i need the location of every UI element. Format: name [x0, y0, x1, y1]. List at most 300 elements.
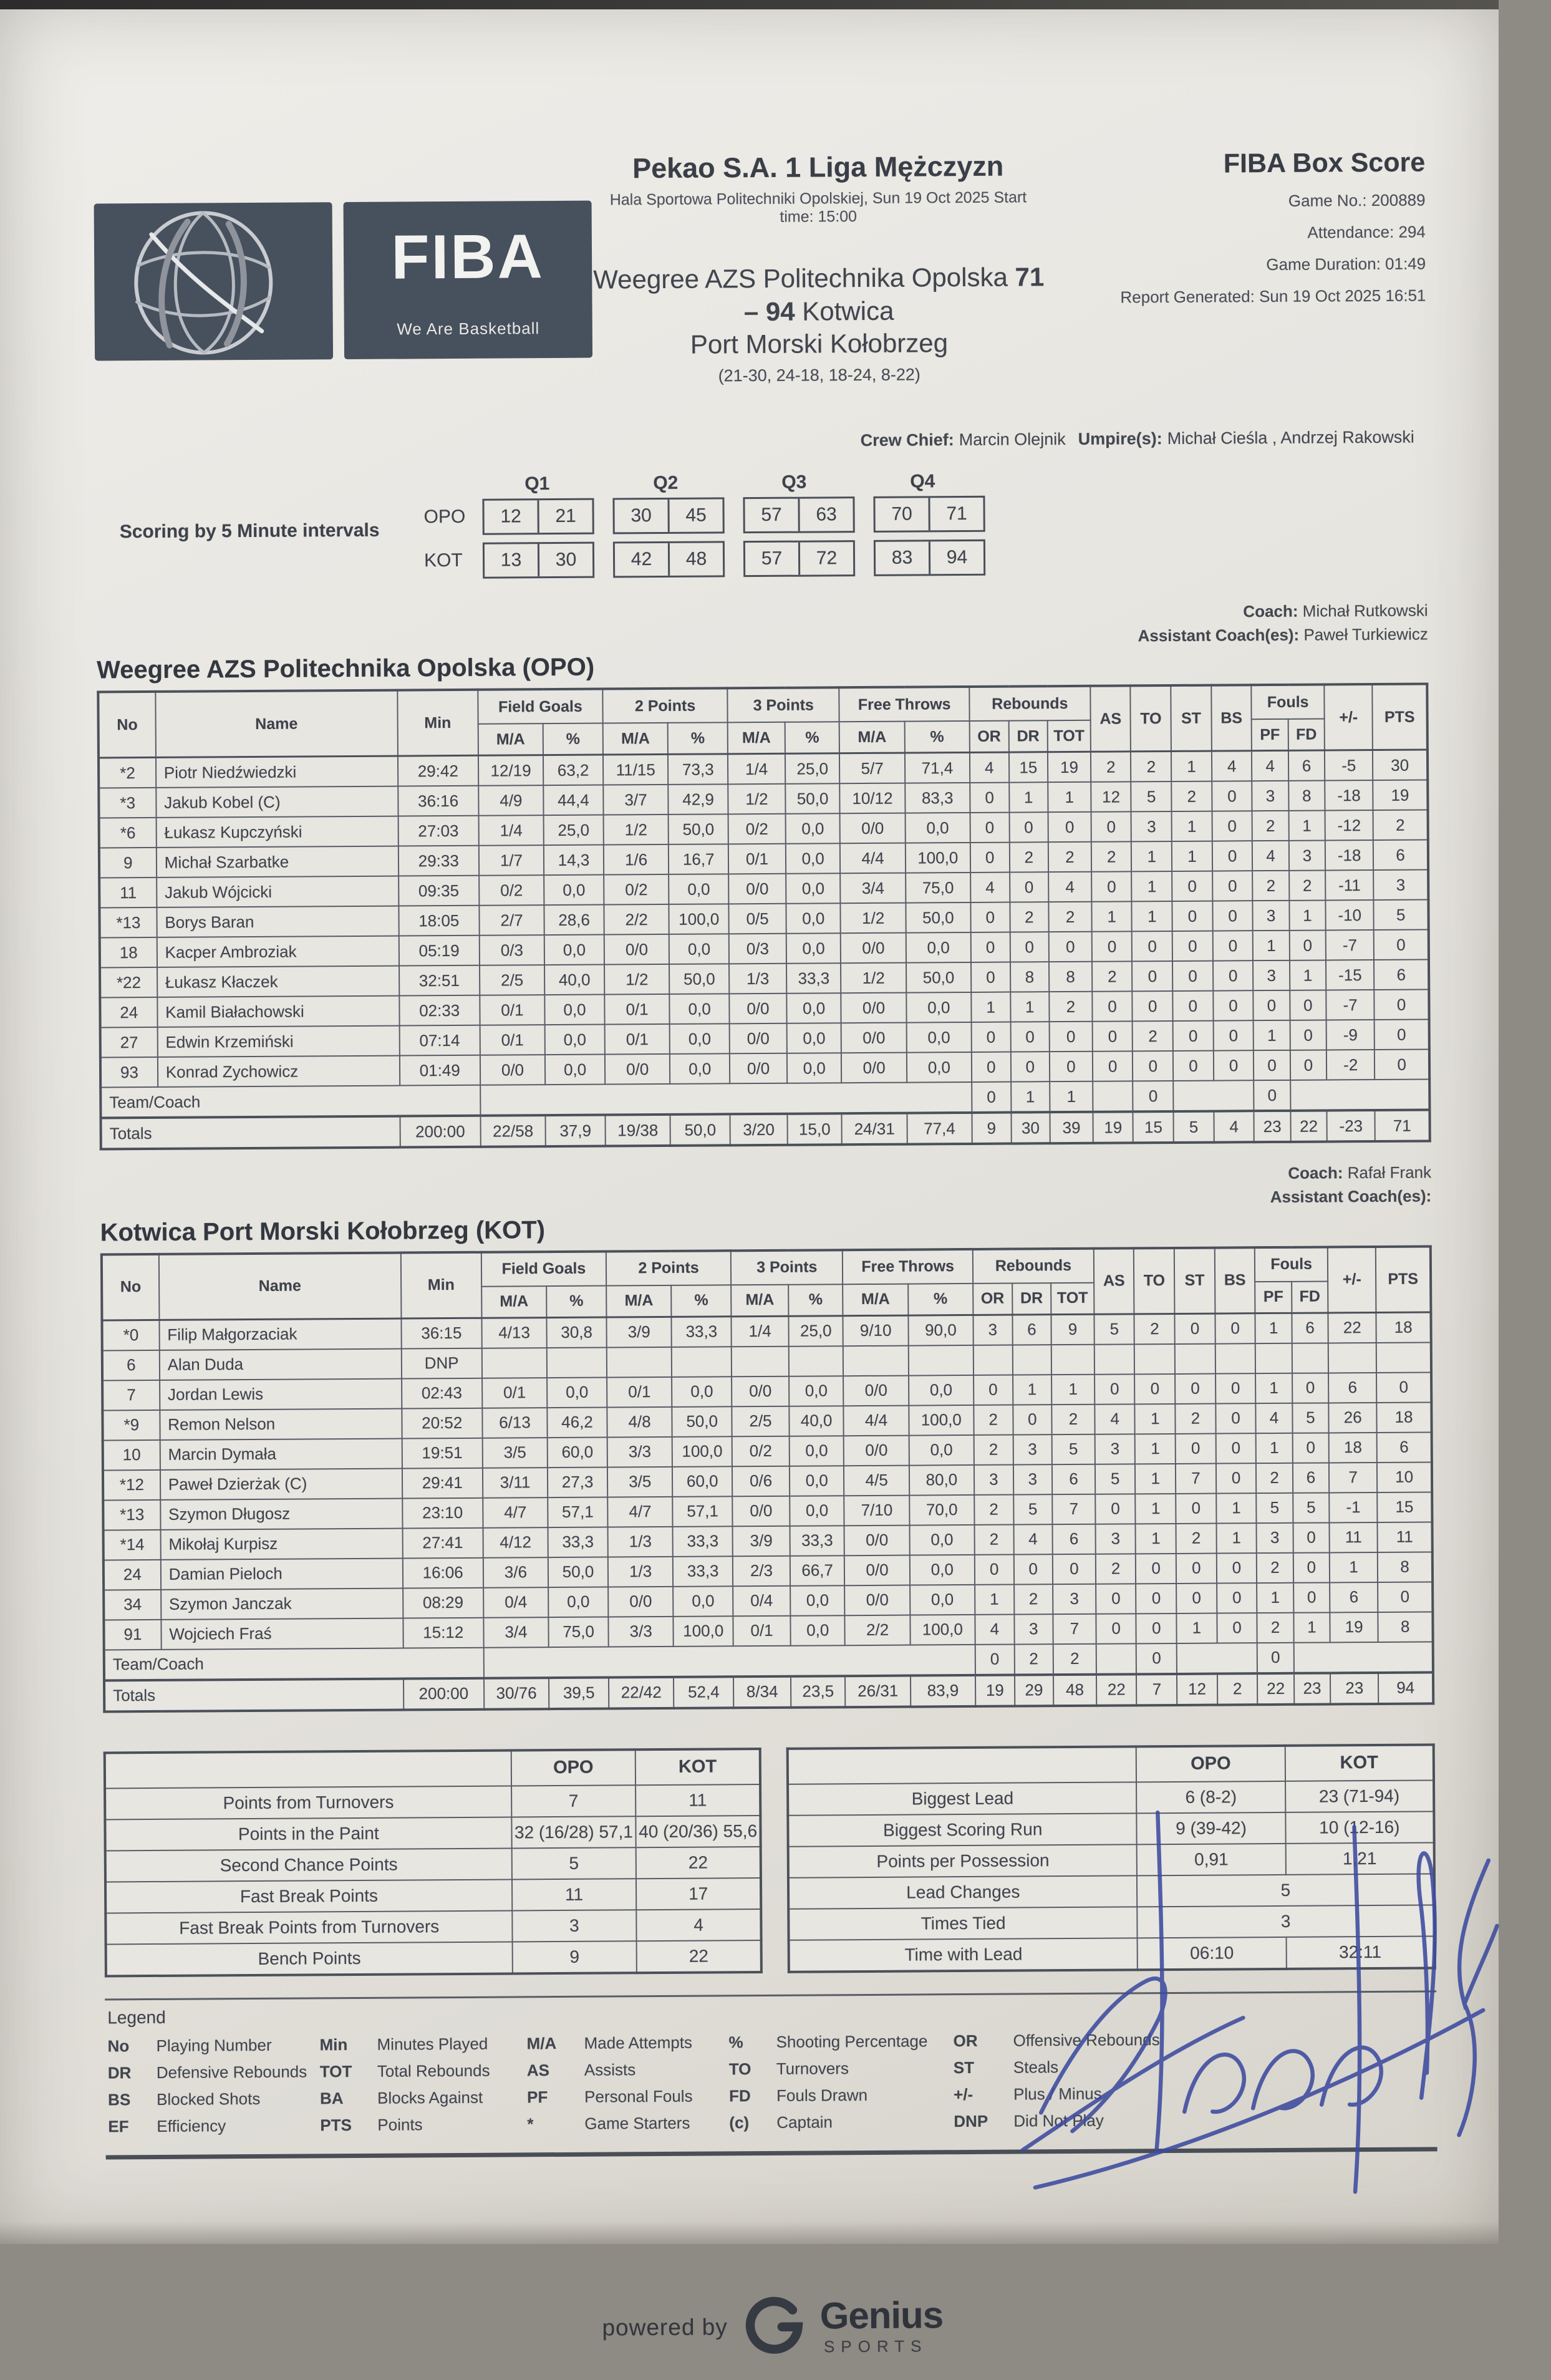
team-coach-cell: Team/Coach	[100, 1085, 480, 1118]
column-subheader: %	[543, 723, 603, 755]
stat-cell: 0,0	[669, 934, 729, 965]
stat-cell: 1	[1132, 901, 1172, 931]
stat-cell: 100,0	[674, 1616, 733, 1647]
stat-cell: 3/5	[607, 1467, 673, 1497]
stat-cell: 0/0	[845, 1585, 911, 1615]
stat-cell: 9	[99, 848, 157, 878]
totals-cell: 23	[1294, 1673, 1331, 1704]
stat-cell: 0	[1378, 1582, 1433, 1612]
totals-cell: 22/58	[480, 1115, 546, 1147]
stat-cell: 57,1	[672, 1496, 732, 1527]
column-subheader: DR	[1008, 721, 1048, 753]
box-score-table	[100, 1245, 1434, 1713]
stat-cell: 3/4	[841, 873, 906, 904]
legend-abbr: EF	[108, 2117, 157, 2136]
totals-cell: 94	[1378, 1672, 1433, 1704]
stat-cell: 1	[1255, 1313, 1292, 1343]
stat-cell: 57,1	[548, 1497, 607, 1527]
totals-cell: 8/34	[733, 1676, 791, 1708]
stat-cell: 1	[1216, 1493, 1257, 1523]
stat-cell: -10	[1326, 900, 1374, 930]
stat-cell: 0/0	[480, 1055, 546, 1086]
away-team-name-part1: Kotwica	[802, 296, 894, 326]
column-subheader: %	[785, 722, 840, 754]
gs-opo-value: 5	[511, 1847, 636, 1879]
stat-cell: 0/0	[730, 1023, 787, 1054]
stat-cell: 25,0	[785, 753, 840, 784]
stat-cell: 3/3	[608, 1617, 674, 1647]
column-header: 3 Points	[727, 688, 839, 723]
stat-cell: 0/0	[732, 1496, 790, 1526]
stat-cell: -1	[1329, 1492, 1377, 1522]
gs-opo-value: 32 (16/28) 57,1	[511, 1816, 636, 1848]
stat-cell: 0/3	[480, 936, 545, 966]
stat-cell: DNP	[401, 1348, 482, 1379]
stat-cell: 33,3	[673, 1556, 733, 1587]
stat-cell: 2	[974, 1434, 1013, 1464]
stat-cell: 02:33	[399, 995, 480, 1026]
stat-cell: 1/2	[604, 964, 670, 995]
stat-cell: 100,0	[909, 1405, 974, 1436]
stat-cell: 3/9	[733, 1526, 790, 1556]
stat-cell: 1	[1135, 1464, 1176, 1494]
column-header: 2 Points	[602, 689, 727, 723]
stat-cell: 15	[1008, 752, 1048, 783]
stat-cell: 0,0	[670, 1024, 730, 1055]
totals-label: Totals	[100, 1116, 400, 1149]
stat-cell: 3/3	[607, 1437, 673, 1468]
stat-cell: 11	[1378, 1522, 1433, 1552]
column-header: No	[98, 692, 155, 758]
player-name: Marcin Dymała	[160, 1438, 402, 1469]
stat-cell	[1012, 1345, 1051, 1375]
stat-cell: 0	[1172, 901, 1213, 931]
stat-cell: 25,0	[544, 815, 604, 846]
stat-cell: 0	[1213, 991, 1254, 1021]
column-subheader: %	[908, 1284, 974, 1315]
stat-cell: 18	[100, 937, 157, 968]
legend-abbr: %	[728, 2033, 776, 2052]
stat-cell: 2	[1133, 1021, 1173, 1051]
stat-cell: 18	[1329, 1433, 1377, 1463]
stat-cell: 3	[1095, 1524, 1136, 1554]
gs-header-row	[788, 1744, 1434, 1784]
stat-cell: 27:03	[398, 816, 479, 846]
brand-name: Genius	[820, 2296, 944, 2334]
player-name: Szymon Długosz	[160, 1498, 402, 1529]
legend-desc: Blocks Against	[377, 2087, 527, 2107]
legend-abbr: BS	[108, 2090, 157, 2109]
legend-desc: Fouls Drawn	[776, 2085, 954, 2106]
stat-cell: 0	[1213, 1021, 1254, 1051]
stat-cell: 0,0	[670, 1054, 730, 1085]
stat-cell: 0	[1136, 1554, 1176, 1584]
report-header	[94, 142, 1427, 434]
interval-team-code: KOT	[413, 550, 483, 572]
stat-cell: 0	[1289, 931, 1326, 960]
totals-cell: 71	[1375, 1110, 1430, 1142]
stat-cell: 07:14	[399, 1025, 480, 1056]
stat-cell: 18:05	[399, 906, 480, 936]
legend-abbr: DNP	[954, 2111, 1013, 2131]
stat-cell: 1/2	[728, 784, 785, 815]
gs-kot-value: 1,21	[1285, 1842, 1434, 1874]
stat-cell: 2	[1171, 781, 1212, 811]
stat-cell: 29:42	[398, 756, 479, 786]
stat-cell: 26	[1328, 1403, 1376, 1433]
stat-cell: 2	[1134, 1313, 1175, 1344]
player-name: Mikołaj Kurpisz	[160, 1528, 402, 1559]
stat-cell: -12	[1325, 810, 1373, 840]
totals-cell: 22	[1257, 1673, 1294, 1705]
stat-cell: 0,0	[909, 1375, 974, 1406]
stat-cell: 0/0	[730, 1053, 787, 1084]
totals-cell: 200:00	[403, 1678, 485, 1710]
stat-cell: 5/7	[839, 753, 905, 783]
stat-cell: 0,0	[907, 1052, 972, 1083]
scoring-intervals	[119, 468, 1428, 588]
stat-cell: 7	[1329, 1463, 1377, 1492]
column-subheader: M/A	[478, 724, 544, 756]
stat-cell: 6	[1330, 1582, 1378, 1612]
totals-cell: 39,5	[549, 1677, 609, 1709]
gs-header-row	[105, 1749, 760, 1788]
stat-cell: 0,0	[909, 1525, 975, 1555]
stat-cell: 4/8	[607, 1407, 672, 1438]
stat-cell: 83,3	[905, 783, 970, 813]
stat-cell: 1	[1013, 1375, 1052, 1405]
legend-desc: Minutes Played	[377, 2034, 526, 2054]
stat-cell: 8	[1010, 962, 1050, 992]
column-subheader: FD	[1288, 719, 1325, 751]
stat-cell: 0	[1254, 1050, 1290, 1080]
interval-quarter-box	[743, 540, 855, 577]
gs-blank-header	[788, 1746, 1137, 1784]
column-header: Name	[159, 1252, 401, 1320]
totals-cell: 19/38	[605, 1115, 670, 1146]
interval-quarter-box	[743, 496, 854, 533]
stat-cell: 0/1	[480, 1025, 545, 1056]
stat-cell: 2	[1091, 842, 1132, 872]
stat-cell: 3	[1253, 901, 1290, 931]
team-coach-cell: 2	[1053, 1643, 1096, 1674]
genius-sports-icon	[744, 2295, 804, 2359]
gs-row-label: Points per Possession	[788, 1844, 1138, 1877]
stat-cell: 16:06	[402, 1557, 483, 1588]
stat-cell: 2	[1092, 962, 1133, 992]
gs-row	[105, 1784, 760, 1819]
stat-cell: -5	[1325, 750, 1373, 781]
interval-score-cell: 83	[876, 541, 929, 574]
stat-cell: 0/0	[728, 874, 786, 904]
stat-cell: 0/0	[844, 1375, 909, 1406]
stat-cell: 0	[1092, 992, 1133, 1022]
stat-cell: 0	[1212, 901, 1253, 931]
stat-cell: *2	[99, 758, 156, 788]
stat-cell: 0	[1049, 932, 1092, 962]
stat-cell: 0,0	[910, 1585, 975, 1615]
column-header: Rebounds	[969, 686, 1090, 721]
stat-cell: 1	[1288, 811, 1325, 841]
stat-cell: 0/0	[604, 934, 670, 965]
stat-cell: *22	[100, 967, 157, 998]
stat-cell: -2	[1326, 1050, 1375, 1080]
crew-role-value: Michał Cieśla , Andrzej Rakowski	[1167, 428, 1414, 448]
totals-cell: 39	[1050, 1112, 1093, 1143]
coach-name: Rafał Frank	[1343, 1163, 1431, 1183]
gs-kot-value: 32:11	[1286, 1936, 1435, 1968]
stat-cell: 2	[1051, 1405, 1094, 1434]
stat-cell: 46,2	[547, 1407, 607, 1438]
stat-cell: 1	[1136, 1494, 1176, 1524]
table-head	[102, 1246, 1431, 1320]
stat-cell: 19:51	[402, 1438, 483, 1469]
stat-cell: 50,0	[672, 1406, 732, 1437]
stat-cell: 0/4	[483, 1587, 549, 1618]
legend-abbr: TO	[729, 2059, 776, 2079]
stat-cell: 0	[1176, 1553, 1217, 1583]
legend-desc: Turnovers	[776, 2058, 954, 2079]
stat-cell: 5	[1131, 781, 1172, 811]
gs-row-label: Biggest Scoring Run	[788, 1813, 1137, 1846]
stat-cell: 0/0	[729, 994, 786, 1024]
stat-cell: -11	[1325, 870, 1373, 900]
legend-desc: Offensive Rebounds	[1013, 2028, 1434, 2050]
stat-cell: 20:52	[402, 1408, 483, 1439]
interval-quarter-box	[482, 498, 594, 535]
quarter-label: Q4	[867, 471, 977, 493]
column-subheader: %	[546, 1285, 606, 1317]
intervals-grid	[412, 471, 1004, 587]
stat-cell: 6	[1328, 1373, 1376, 1403]
stat-cell: 4/13	[481, 1317, 547, 1348]
team-coach-cell	[1293, 1642, 1433, 1673]
stat-cell: 0	[1293, 1522, 1330, 1552]
team-coach-cell	[1290, 1080, 1430, 1111]
stat-cell: 33,3	[673, 1526, 733, 1557]
stat-cell: 1	[1131, 841, 1172, 871]
stat-cell: 3	[1373, 870, 1428, 901]
team-title: Kotwica Port Morski Kołobrzeg (KOT)	[100, 1211, 1431, 1247]
stat-cell: 0	[1010, 1052, 1050, 1082]
stat-cell: 0	[1213, 961, 1254, 991]
stat-cell: 0	[1290, 1020, 1326, 1050]
report-title: FIBA Box Score	[1045, 147, 1425, 180]
stat-cell: 1/2	[841, 963, 906, 994]
legend-desc: Defensive Rebounds	[157, 2062, 320, 2082]
powered-by-label: powered by	[602, 2315, 728, 2341]
stat-cell: 0	[970, 783, 1009, 813]
interval-score-cell: 42	[615, 543, 668, 576]
intervals-label: Scoring by 5 Minute intervals	[120, 520, 413, 543]
column-subheader: M/A	[603, 723, 669, 755]
stat-cell: 0	[1133, 1051, 1173, 1081]
stat-cell: *13	[99, 907, 157, 938]
totals-cell: 26/31	[845, 1675, 911, 1707]
stat-cell	[1051, 1345, 1094, 1375]
stat-cell: 3/6	[483, 1557, 549, 1588]
stat-cell: 3	[973, 1315, 1012, 1345]
column-header: No	[102, 1254, 159, 1320]
quarter-scores-line: (21-30, 24-18, 18-24, 8-22)	[592, 364, 1046, 386]
stat-cell: 0	[970, 902, 1010, 932]
legend-abbr: No	[107, 2036, 156, 2056]
stat-cell: 19	[1330, 1612, 1378, 1642]
stat-cell: 0	[1215, 1403, 1256, 1433]
stat-cell: 2	[974, 1494, 1013, 1524]
stat-cell: 0/1	[604, 994, 670, 1025]
stat-cell: 01:49	[399, 1055, 480, 1086]
stat-cell: 1	[1176, 1613, 1217, 1643]
stat-cell: 0	[1132, 931, 1172, 961]
stat-cell: 0	[1292, 1433, 1329, 1463]
photo-top-edge	[0, 0, 1499, 9]
stat-cell	[482, 1348, 548, 1378]
stat-cell: 6	[1374, 960, 1429, 990]
legend-abbr: FD	[729, 2086, 776, 2106]
stat-cell: 11/15	[603, 755, 669, 785]
team-coach-cell: 1	[1050, 1081, 1093, 1112]
legend-abbr: *	[527, 2114, 584, 2134]
stat-cell: 2	[1175, 1403, 1215, 1433]
gs-row-label: Bench Points	[106, 1942, 513, 1976]
stat-cell: 1	[1253, 931, 1290, 960]
stat-cell: 0	[1013, 1405, 1052, 1434]
legend-grid	[107, 2028, 1434, 2136]
stat-cell: 2	[974, 1405, 1013, 1434]
gs-team-header: OPO	[1136, 1746, 1285, 1782]
gs-kot-value: 4	[637, 1909, 761, 1941]
stat-cell: 28,6	[544, 905, 604, 936]
stat-cell: 2	[1289, 871, 1326, 901]
interval-score-cell: 57	[745, 499, 798, 532]
stat-cell: 19	[1048, 752, 1091, 783]
stat-cell: 0,0	[544, 995, 604, 1025]
stat-cell: 3/11	[483, 1468, 548, 1498]
stat-cell: 4/7	[483, 1497, 548, 1528]
gs-kot-value: 23 (71-94)	[1285, 1780, 1434, 1812]
column-header: Free Throws	[843, 1249, 973, 1284]
stat-cell: 1/3	[729, 964, 786, 994]
fiba-tagline: We Are Basketball	[397, 319, 539, 339]
stat-cell: 50,0	[785, 784, 840, 815]
gs-opo-value: 3	[512, 1910, 637, 1942]
stat-cell: 8	[1288, 781, 1325, 811]
stat-cell: 1	[1289, 901, 1326, 931]
stat-cell: 2	[1252, 811, 1289, 841]
team-coach-cell: 0	[1257, 1643, 1294, 1673]
interval-quarter-box	[483, 542, 594, 579]
fiba-basketball-icon	[94, 202, 334, 360]
stat-cell: 4	[1094, 1404, 1135, 1434]
stat-cell: 1	[1255, 1373, 1292, 1403]
legend-desc: Captain	[776, 2112, 954, 2132]
stat-cell: 15:12	[403, 1617, 484, 1648]
stat-cell: 4/7	[607, 1497, 673, 1527]
game-stats-table	[104, 1748, 763, 1977]
stat-cell: 6	[1052, 1464, 1095, 1494]
stat-cell: 40,0	[789, 1406, 844, 1436]
stat-cell: 2	[1048, 842, 1091, 872]
column-subheader: DR	[1012, 1283, 1051, 1315]
stat-cell: *6	[99, 818, 157, 848]
stat-cell: 0	[1173, 1051, 1214, 1081]
stat-cell: 08:29	[403, 1587, 484, 1618]
stat-cell: 3	[1252, 781, 1289, 811]
gs-row	[788, 1780, 1434, 1815]
gs-span-value: 5	[1137, 1874, 1434, 1907]
stat-cell: 0	[1175, 1313, 1215, 1344]
legend-desc: Assists	[584, 2059, 729, 2079]
stat-cell: 0,0	[545, 1055, 605, 1085]
gs-row-label: Second Chance Points	[105, 1848, 512, 1882]
fiba-wordmark	[344, 201, 593, 359]
genius-sports-wordmark	[820, 2296, 944, 2356]
legend-abbr: BA	[320, 2089, 377, 2109]
stat-cell	[1328, 1343, 1376, 1373]
gs-row	[788, 1874, 1434, 1908]
stat-cell	[732, 1346, 789, 1376]
stat-cell: 1	[1091, 902, 1132, 932]
stat-cell: 4	[975, 1614, 1014, 1644]
stat-cell: 7	[1053, 1613, 1096, 1643]
stat-cell: 0,0	[906, 992, 972, 1023]
stat-cell: 100,0	[906, 843, 971, 873]
stat-cell	[789, 1346, 844, 1376]
gs-kot-value: 10 (12-16)	[1285, 1811, 1434, 1843]
stat-cell: 0	[1136, 1584, 1177, 1613]
crew-role-value: Marcin Olejnik	[959, 430, 1066, 449]
interval-score-cell: 72	[798, 542, 853, 575]
column-subheader: %	[671, 1285, 731, 1317]
totals-cell: 48	[1053, 1674, 1096, 1705]
crew-role-label: Umpire(s):	[1078, 429, 1162, 448]
totals-cell: 23,5	[791, 1676, 846, 1708]
gs-kot-value: 11	[635, 1784, 760, 1816]
team-coach-cell: 0	[975, 1644, 1015, 1675]
stat-cell: 0/0	[841, 1053, 907, 1083]
stat-cell: 0	[1293, 1552, 1330, 1582]
column-header: Name	[155, 690, 397, 758]
column-subheader: TOT	[1051, 1283, 1094, 1315]
stat-cell: 0	[1050, 1052, 1093, 1081]
stat-cell: 0	[1091, 812, 1131, 842]
quarter-label: Q2	[611, 472, 720, 494]
stat-cell	[1175, 1343, 1215, 1373]
stat-cell: 1/3	[608, 1557, 674, 1587]
stat-cell: 33,3	[790, 1526, 844, 1556]
stat-cell: 0,0	[786, 994, 841, 1024]
stat-cell: 1/3	[608, 1527, 674, 1557]
gs-blank-header	[105, 1750, 511, 1788]
stat-cell: 4/4	[840, 843, 906, 874]
team-coach-cell: 0	[972, 1082, 1011, 1113]
stat-cell: 0	[1215, 1433, 1256, 1463]
gs-opo-value: 6 (8-2)	[1136, 1781, 1285, 1813]
team-coach-cell: Team/Coach	[104, 1647, 484, 1680]
stat-cell: 0/0	[605, 1054, 670, 1085]
stat-cell: 0	[970, 813, 1010, 843]
totals-cell: 77,4	[907, 1113, 972, 1144]
stat-cell: 0	[1009, 813, 1048, 843]
stat-cell: 0,0	[786, 904, 841, 934]
stat-cell: 0	[1092, 1022, 1133, 1052]
stat-cell: *3	[99, 788, 156, 818]
interval-quarter-labels	[482, 471, 1003, 495]
stat-cell: 3	[1094, 1434, 1135, 1464]
stat-cell: 0,0	[669, 874, 728, 905]
stat-cell: 5	[1257, 1493, 1293, 1523]
